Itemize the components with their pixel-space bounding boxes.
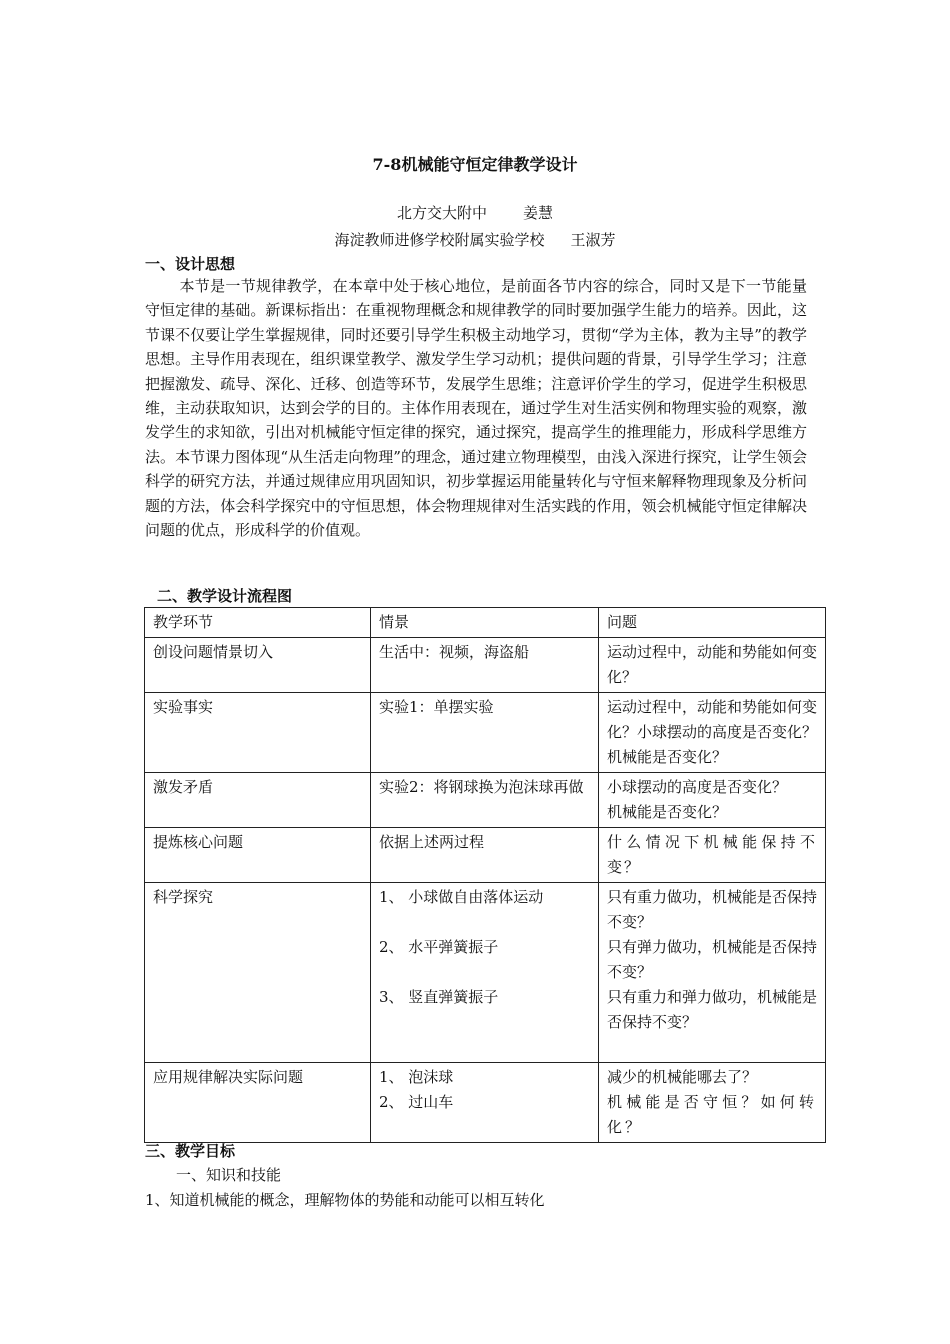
question-item: 只有弹力做功，机械能是否保持不变？ [607,938,818,981]
question-item: 只有重力做功，机械能是否保持不变？ [607,888,818,931]
stage-cell: 提炼核心问题 [145,828,371,883]
goal-item: 1、知道机械能的概念，理解物体的势能和动能可以相互转化 [145,1191,545,1209]
question-item: 运动过程中，动能和势能如何变化？ [607,643,818,686]
question-cell [599,638,826,693]
table-header-cell: 情景 [371,608,599,638]
scene-cell [371,1063,599,1143]
scene-cell [371,638,599,693]
author-school: 海淀教师进修学校附属实验学校 [334,231,545,249]
author-line-1 [0,202,950,223]
question-item: 运动过程中，动能和势能如何变化？小球摆动的高度是否变化？机械能是否变化？ [607,698,818,766]
stage-cell: 科学探究 [145,883,371,1063]
question-item: 小球摆动的高度是否变化？ [607,778,788,796]
author-name: 姜慧 [523,204,554,222]
scene-item: 2、 水平弹簧振子 [379,938,499,956]
scene-item: 3、 竖直弹簧振子 [379,988,499,1006]
scene-item: 2、 过山车 [379,1093,454,1111]
table-row [145,1063,826,1143]
scene-item: 依据上述两过程 [379,833,485,851]
stage-cell: 实验事实 [145,693,371,773]
scene-cell [371,883,599,1063]
question-cell [599,828,826,883]
section-heading-design-idea: 一、设计思想 [145,255,236,273]
table-row [145,828,826,883]
stage-cell: 激发矛盾 [145,773,371,828]
table-row [145,638,826,693]
question-item: 减少的机械能哪去了？ [607,1068,758,1086]
scene-item: 生活中：视频，海盗船 [379,643,530,661]
stage-cell: 应用规律解决实际问题 [145,1063,371,1143]
question-cell [599,883,826,1063]
question-item: 机械能是否变化？ [607,803,728,821]
scene-item: 1、 小球做自由落体运动 [379,888,544,906]
question-item: 只有重力和弹力做功，机械能是否保持不变？ [607,988,818,1031]
scene-cell [371,828,599,883]
question-item: 机械能是否守恒？如何转化？ [607,1093,817,1136]
table-header-row [145,608,826,638]
table-header-cell: 问题 [599,608,826,638]
question-cell [599,693,826,773]
table-row [145,693,826,773]
scene-item: 实验1：单摆实验 [379,698,494,716]
author-line-2 [0,229,950,250]
scene-cell [371,693,599,773]
author-school: 北方交大附中 [396,204,487,222]
section-heading-teaching-goals: 三、教学目标 [145,1142,236,1160]
scene-item: 1、 泡沫球 [379,1068,454,1086]
question-item: 什么情况下机械能保持不变？ [607,833,817,876]
author-name: 王淑芳 [570,231,616,249]
document-title: 7-8机械能守恒定律教学设计 [372,155,578,174]
question-cell [599,1063,826,1143]
scene-cell [371,773,599,828]
scene-item: 实验2：将钢球换为泡沫球再做 [379,778,584,796]
table-row [145,883,826,1063]
stage-cell: 创设问题情景切入 [145,638,371,693]
subheading-knowledge-skills: 一、知识和技能 [176,1166,282,1184]
table-header-cell: 教学环节 [145,608,371,638]
question-cell [599,773,826,828]
flow-table [144,607,826,1143]
design-idea-paragraph: 本节是一节规律教学，在本章中处于核心地位，是前面各节内容的综合，同时又是下一节能量守恒定律的基础。新课标指出：在重视物理概念和规律教学的同时要加强学生能力的培养。因此，这节课不仅要让学生掌握规律，同时还要引导学生积极主动地学习，贯彻“学为主体，教为主导”的教学思想。主导作用表现在，组织课堂教学、激发学生学习动机；提供问题的背景，引导学生学习；注意把握激发、疏导、深化、迁移、创造等环节，发展学生思维；注意评价学生的学习，促进学生积极思维，主动获取知识，达到会学的目的。主体作用表现在，通过学生对生活实例和物理实验的观察，激发学生的求知欲，引出对机械能守恒定律的探究，通过探究，提高学生的推理能力，形成科学思维方法。本节课力图体现“从生活走向物理”的理念，通过建立物理模型，由浅入深进行探究，让学生领会科学的研究方法，并通过规律应用巩固知识，初步掌握运用能量转化与守恒来解释物理现象及分析问题的方法，体会科学探究中的守恒思想，体会物理规律对生活实践的作用，领会机械能守恒定律解决问题的优点，形成科学的价值观。 [145,277,807,540]
table-row [145,773,826,828]
section-heading-flowchart: 二、教学设计流程图 [157,587,293,605]
